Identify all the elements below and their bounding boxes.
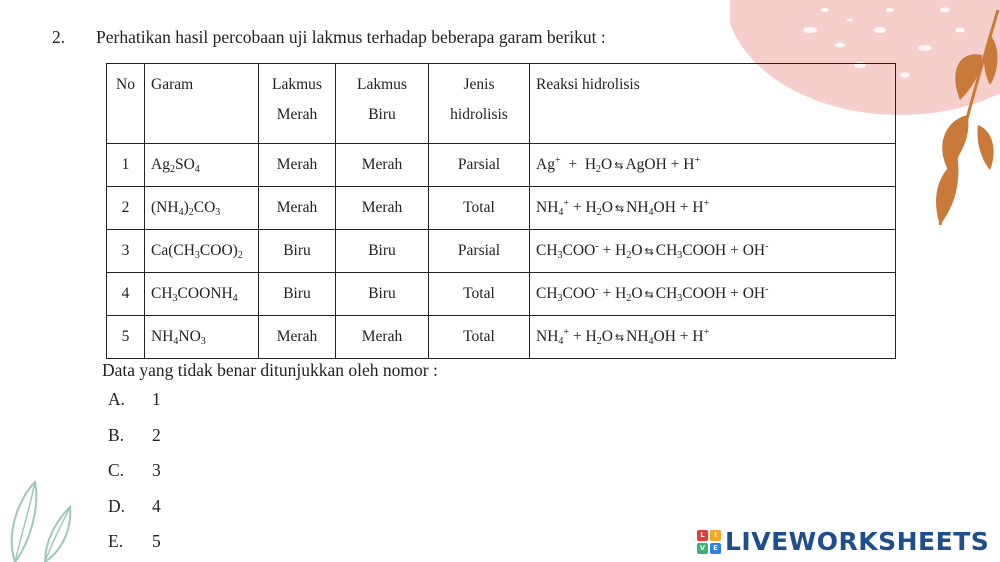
leaf-decoration <box>0 462 80 562</box>
question-number: 2. <box>52 27 66 47</box>
salt-formula: $Ca(CH_3COO)_2$ <box>145 230 259 273</box>
option-letter: B. <box>108 424 125 445</box>
hydrolysis-reaction: $Ag^+ + H_2O$ ⇆ AgOH + H+ <box>530 144 896 187</box>
hydrolysis-type: Parsial <box>429 230 530 273</box>
header-jenis-hidrolisis <box>429 64 530 144</box>
row-number: 2 <box>107 187 145 230</box>
table-row <box>107 187 896 230</box>
table-row <box>107 230 896 273</box>
option-value: 4 <box>152 495 161 516</box>
question-text: Perhatikan hasil percobaan uji lakmus terhadap beberapa garam berikut : <box>96 27 606 47</box>
option-value: 1 <box>152 389 161 410</box>
salt-formula: $NH_4NO_3$ <box>145 316 259 359</box>
row-number: 4 <box>107 273 145 316</box>
row-number: 1 <box>107 144 145 187</box>
option-letter: A. <box>108 389 126 410</box>
branch-decoration <box>920 10 1000 230</box>
option-b[interactable] <box>108 418 161 454</box>
header-lakmus-biru <box>336 64 429 144</box>
brand-name: LIVEWORKSHEETS <box>725 527 990 556</box>
header-lakmus-biru-line1: Lakmus <box>357 76 407 93</box>
answer-options <box>108 382 161 560</box>
lakmus-merah-result: Biru <box>259 230 336 273</box>
header-reaksi-hidrolisis: Reaksi hidrolisis <box>530 64 896 144</box>
lakmus-merah-result: Biru <box>259 273 336 316</box>
table-row <box>107 144 896 187</box>
liveworksheets-logo[interactable] <box>697 527 989 556</box>
hydrolysis-reaction: $CH_3COO^- + H_2O$ ⇆ $CH_3COOH + OH^-$ <box>530 230 896 273</box>
table-header-row <box>107 64 896 144</box>
option-letter: E. <box>108 531 124 552</box>
header-lakmus-biru-line2: Biru <box>368 106 396 123</box>
option-a[interactable] <box>108 382 161 418</box>
lakmus-merah-result: Merah <box>259 144 336 187</box>
equilibrium-arrow-icon: ⇆ <box>644 245 654 258</box>
hydrolysis-type: Total <box>429 273 530 316</box>
header-lakmus-merah-line2: Merah <box>276 106 318 123</box>
option-e[interactable] <box>108 524 161 560</box>
lakmus-biru-result: Merah <box>336 316 429 359</box>
hydrolysis-reaction: $NH_4^+ + H_2O$ ⇆ $NH_4OH + H^+$ <box>530 316 896 359</box>
equilibrium-arrow-icon: ⇆ <box>614 202 625 215</box>
header-lakmus-merah <box>259 64 336 144</box>
option-value: 2 <box>152 424 161 445</box>
salt-formula: $(NH_4)_2CO_3$ <box>145 187 259 230</box>
table-row <box>107 316 896 359</box>
option-value: 3 <box>152 460 161 481</box>
hydrolysis-reaction: $NH_4^+ + H_2O$ ⇆ $NH_4OH + H^+$ <box>530 187 896 230</box>
lakmus-biru-result: Merah <box>336 187 429 230</box>
header-garam: Garam <box>145 64 259 144</box>
hydrolysis-type: Parsial <box>429 144 530 187</box>
lakmus-biru-result: Biru <box>336 273 429 316</box>
row-number: 5 <box>107 316 145 359</box>
lakmus-biru-result: Merah <box>336 144 429 187</box>
header-jenis-line2: hidrolisis <box>450 106 508 123</box>
equilibrium-arrow-icon: ⇆ <box>614 331 625 344</box>
answer-prompt: Data yang tidak benar ditunjukkan oleh nomor : <box>102 360 438 380</box>
option-d[interactable] <box>108 489 161 525</box>
row-number: 3 <box>107 230 145 273</box>
header-lakmus-merah-line1: Lakmus <box>272 76 322 93</box>
equilibrium-arrow-icon: ⇆ <box>614 159 624 172</box>
option-value: 5 <box>152 531 161 552</box>
table-row <box>107 273 896 316</box>
equilibrium-arrow-icon: ⇆ <box>644 288 654 301</box>
lakmus-merah-result: Merah <box>259 187 336 230</box>
option-letter: D. <box>108 495 126 516</box>
option-c[interactable] <box>108 453 161 489</box>
hydrolysis-reaction: $CH_3COO^- + H_2O$ ⇆ $CH_3COOH + OH^-$ <box>530 273 896 316</box>
salt-formula: $CH_3COONH_4$ <box>145 273 259 316</box>
salt-formula: $Ag_2SO_4$ <box>145 144 259 187</box>
salt-litmus-table <box>106 63 896 359</box>
logo-grid-icon: L I V E <box>697 530 721 554</box>
lakmus-biru-result: Biru <box>336 230 429 273</box>
header-jenis-line1: Jenis <box>463 76 495 93</box>
hydrolysis-type: Total <box>429 187 530 230</box>
hydrolysis-type: Total <box>429 316 530 359</box>
header-no: No <box>107 64 145 144</box>
option-letter: C. <box>108 460 125 481</box>
lakmus-merah-result: Merah <box>259 316 336 359</box>
